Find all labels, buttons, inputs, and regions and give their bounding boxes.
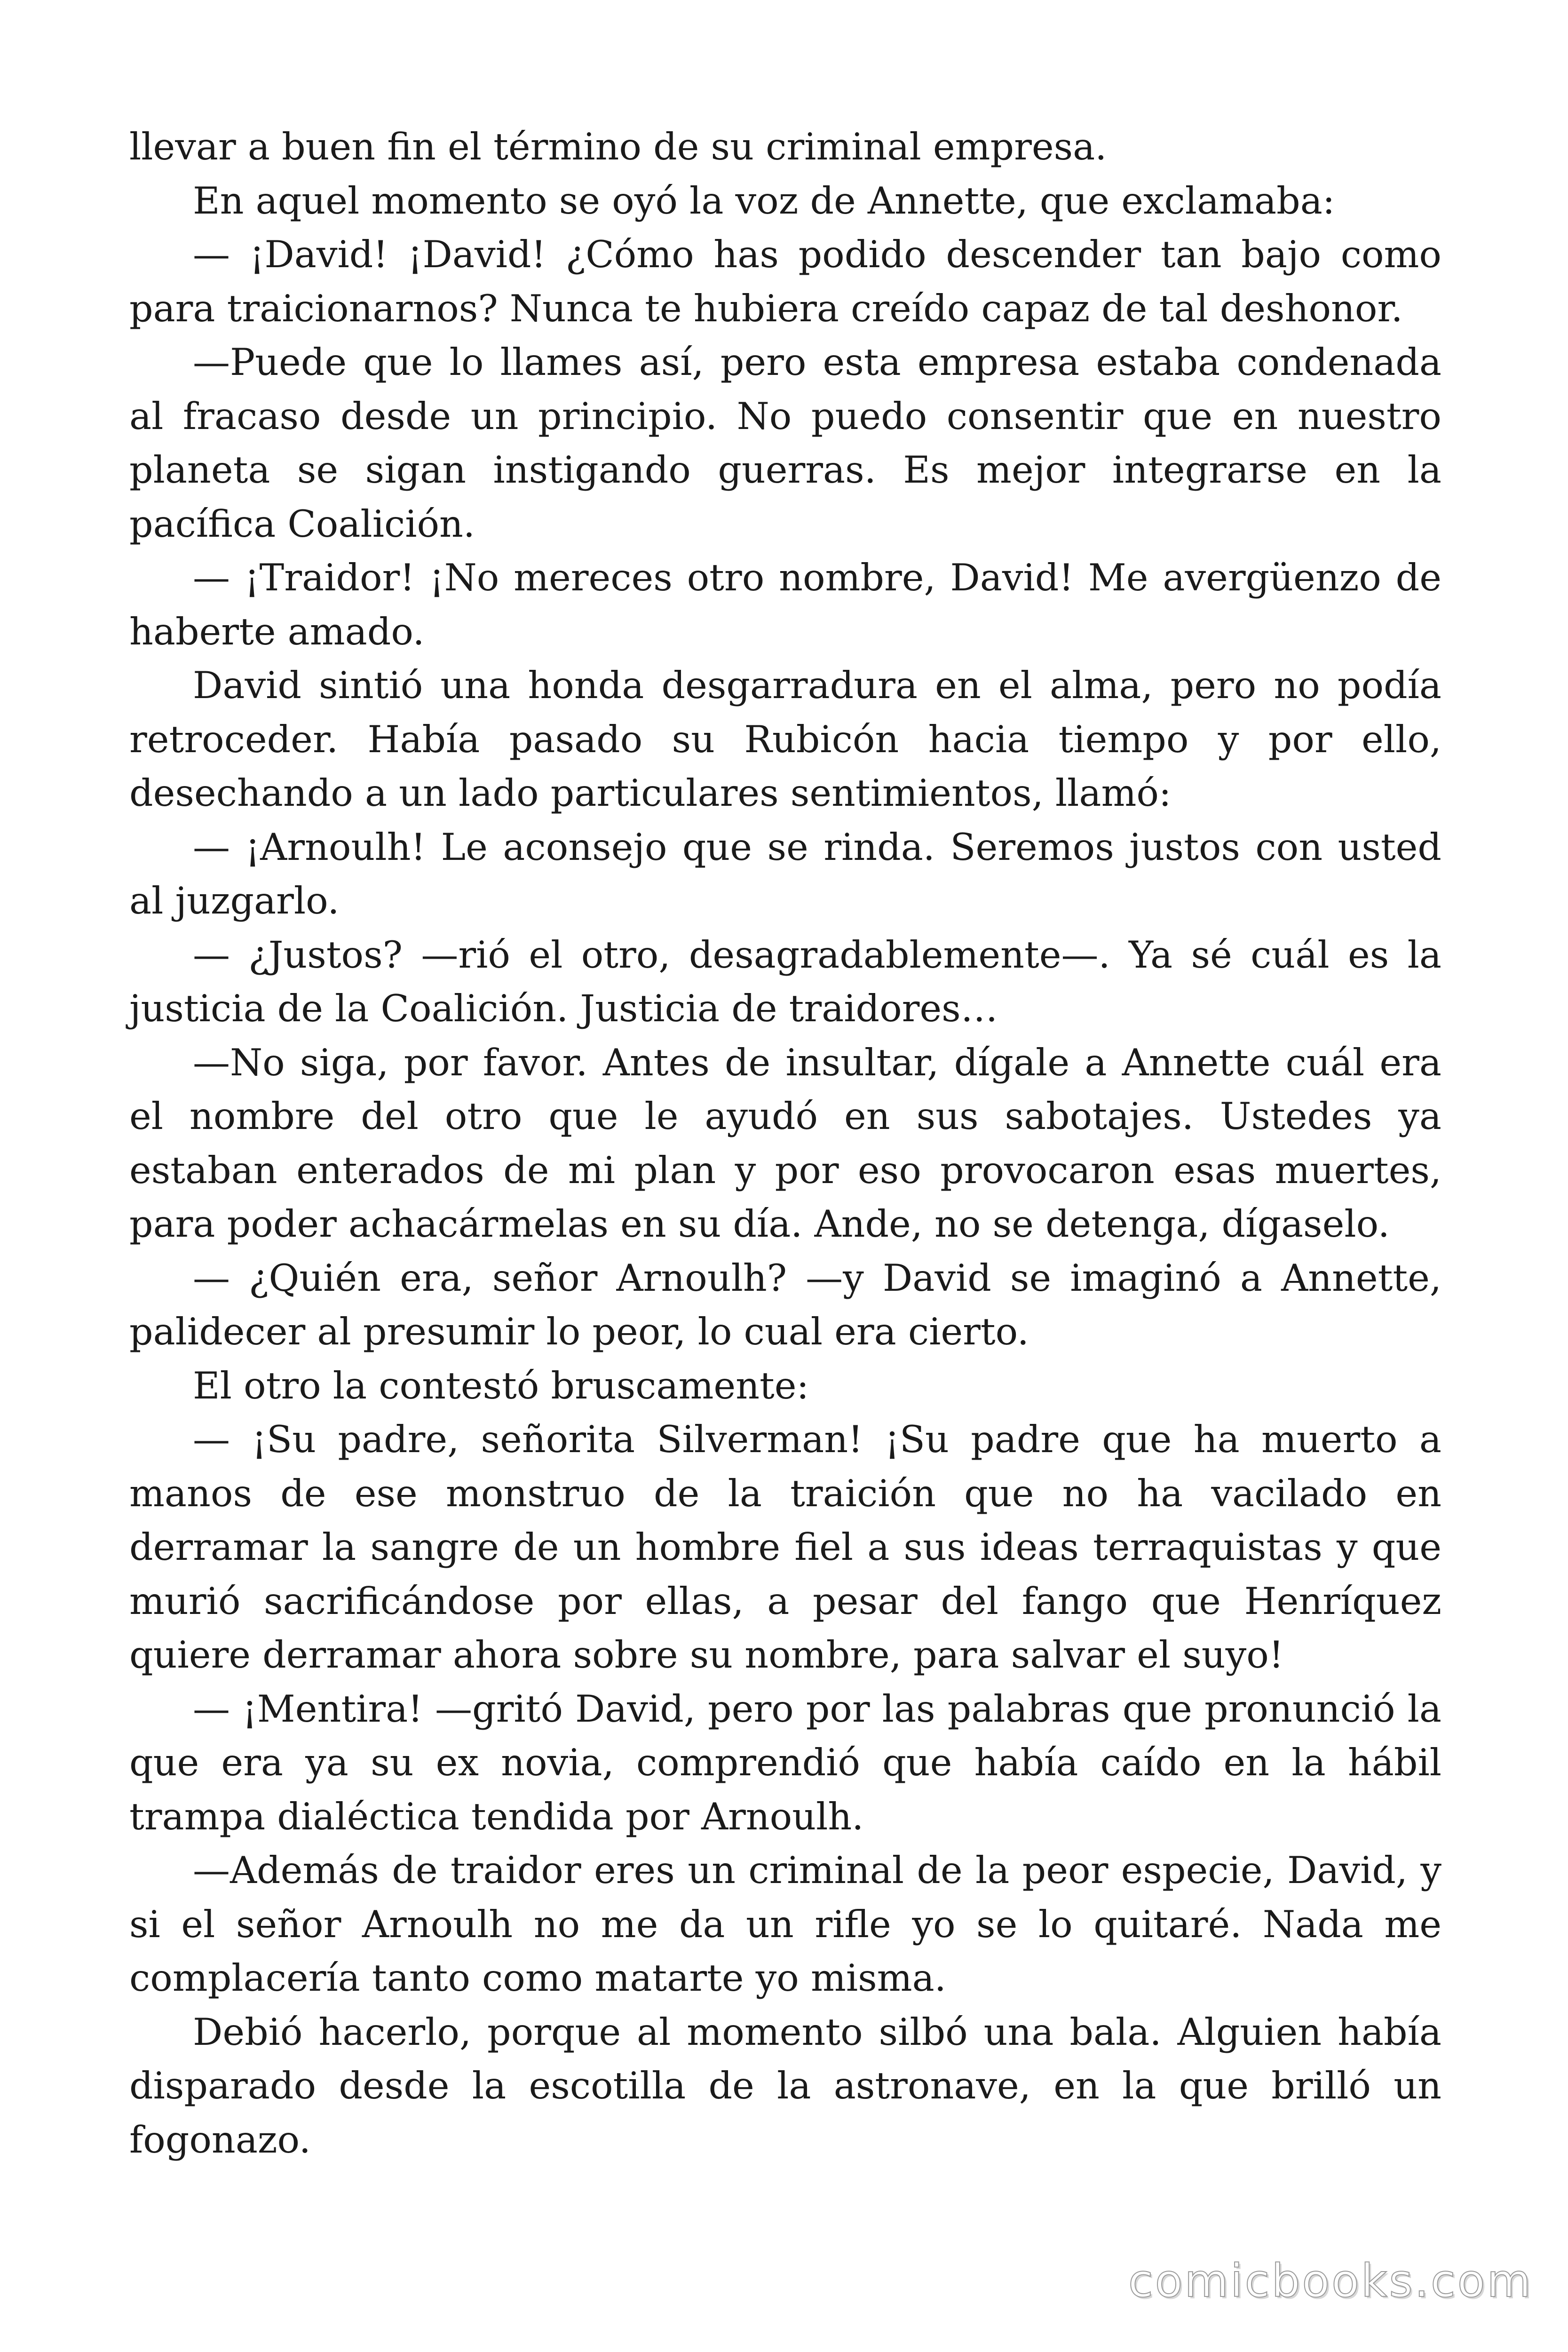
paragraph: — ¿Quién era, señor Arnoulh? —y David se imaginó a Annette, palidecer al presumir lo peor, lo cual era cierto. — [129, 1256, 1441, 1353]
book-page-text — [129, 120, 1441, 2167]
paragraph: llevar a buen fin el término de su criminal empresa. — [129, 125, 1107, 168]
paragraph: — ¡Mentira! —gritó David, pero por las palabras que pronunció la que era ya su ex novia, comprendió que había caído en la hábil trampa dialéctica tendida por Arnoulh. — [129, 1687, 1441, 1838]
paragraph: — ¿Justos? —rió el otro, desagradablemente—. Ya sé cuál es la justicia de la Coalición. Justicia de traidores… — [129, 933, 1441, 1030]
paragraph: Debió hacerlo, porque al momento silbó una bala. Alguien había disparado desde la escotilla de la astronave, en la que brilló un fogonazo. — [129, 2010, 1441, 2161]
paragraph: En aquel momento se oyó la voz de Annette, que exclamaba: — [193, 179, 1335, 222]
paragraph: — ¡Su padre, señorita Silverman! ¡Su padre que ha muerto a manos de ese monstruo de la traición que no ha vacilado en derramar la sangre de un hombre fiel a sus ideas terraquistas y que murió sacrificándose por ellas, a pesar del fango que Henríquez quiere derramar ahora sobre su nombre, para salvar el suyo! — [129, 1418, 1441, 1677]
paragraph: —Puede que lo llames así, pero esta empresa estaba condenada al fracaso desde un principio. No puedo consentir que en nuestro planeta se sigan instigando guerras. Es mejor integrarse en la pacífica Coalición. — [129, 341, 1441, 546]
watermark: comicbooks.com — [1128, 2255, 1533, 2307]
paragraph: —Además de traidor eres un criminal de la peor especie, David, y si el señor Arnoulh no me da un rifle yo se lo quitaré. Nada me complacería tanto como matarte yo misma. — [129, 1849, 1441, 2000]
paragraph: David sintió una honda desgarradura en el alma, pero no podía retroceder. Había pasado su Rubicón hacia tiempo y por ello, desechando a un lado particulares sentimientos, llamó: — [129, 664, 1441, 815]
paragraph: El otro la contestó bruscamente: — [193, 1364, 809, 1407]
paragraph: — ¡Traidor! ¡No mereces otro nombre, David! Me avergüenzo de haberte amado. — [129, 556, 1441, 653]
paragraph: — ¡David! ¡David! ¿Cómo has podido descender tan bajo como para traicionarnos? Nunca te hubiera creído capaz de tal deshonor. — [129, 233, 1441, 330]
paragraph: — ¡Arnoulh! Le aconsejo que se rinda. Seremos justos con usted al juzgarlo. — [129, 825, 1441, 922]
paragraph: —No siga, por favor. Antes de insultar, dígale a Annette cuál era el nombre del otro que le ayudó en sus sabotajes. Ustedes ya estaban enterados de mi plan y por eso provocaron esas muertes, para poder achacármelas en su día. Ande, no se detenga, dígaselo. — [129, 1041, 1441, 1246]
